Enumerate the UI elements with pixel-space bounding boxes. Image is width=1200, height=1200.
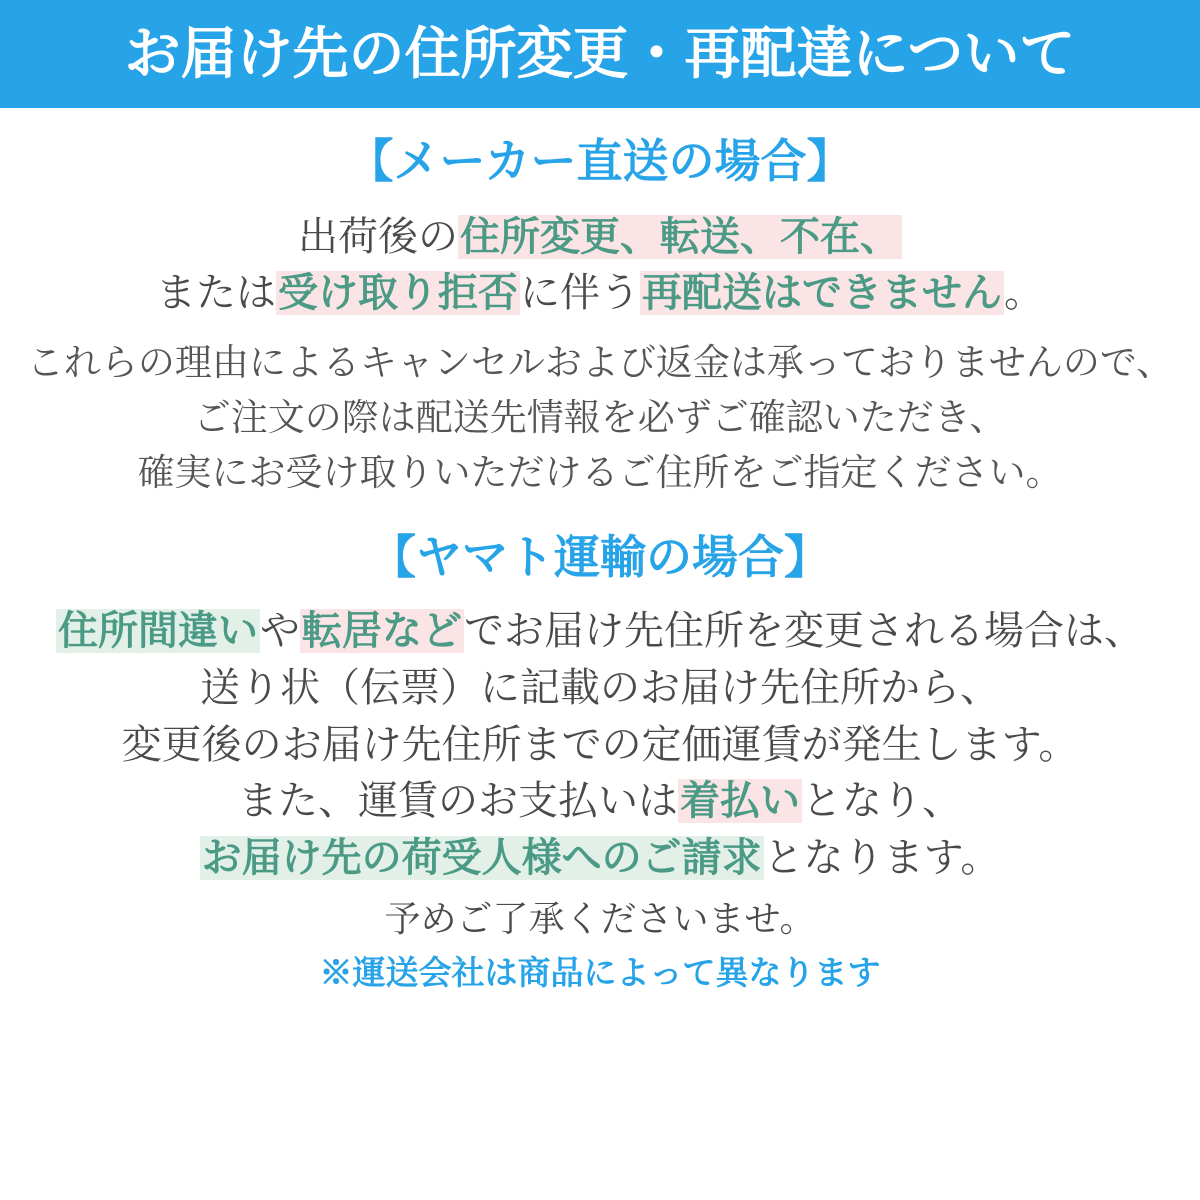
yamato-line-1-seg-4: でお届け先住所を変更される場合は、: [464, 609, 1144, 654]
yamato-line-1-seg-3: 転居など: [302, 609, 462, 654]
page-title: お届け先の住所変更・再配達について: [124, 22, 1076, 85]
yamato-line-4-seg-2: 着払い: [680, 779, 800, 824]
maker-note-1: これらの理由によるキャンセルおよび返金は承っておりませんので、: [26, 342, 1174, 384]
yamato-line-4-seg-1: また、運賃のお支払いは: [238, 779, 678, 824]
maker-line-1-seg-1: 出荷後の: [298, 214, 458, 259]
yamato-line-5-seg-2: となります。: [763, 836, 1001, 881]
maker-note-2: ご注文の際は配送先情報を必ずご確認いただき、: [193, 396, 1007, 438]
maker-note-3: 確実にお受け取りいただけるご住所をご指定ください。: [137, 451, 1063, 493]
yamato-line-5: [0, 830, 1200, 887]
yamato-line-1-seg-2: や: [260, 609, 300, 654]
maker-line-2-seg-1: または: [156, 271, 276, 316]
page-header: [0, 0, 1200, 108]
yamato-footnote: ※運送会社は商品によって異なります: [319, 954, 881, 992]
maker-line-2-seg-5: 。: [1004, 271, 1044, 316]
yamato-line-5-seg-1: お届け先の荷受人様へのご請求: [201, 836, 762, 881]
yamato-line-2-seg-1: 送り状（伝票）に記載のお届け先住所から、: [200, 665, 1000, 710]
yamato-line-3: [0, 717, 1200, 774]
maker-highlight-lines: [0, 209, 1200, 323]
maker-line-1-seg-2: 住所変更、転送、不在、: [460, 214, 900, 259]
maker-line-1: [0, 209, 1200, 266]
yamato-line-1: [0, 603, 1200, 660]
yamato-line-4-seg-3: となり、: [802, 779, 962, 824]
yamato-line-3-seg-1: 変更後のお届け先住所までの定価運賃が発生します。: [121, 722, 1079, 767]
section-heading-yamato: 【ヤマト運輸の場合】: [370, 531, 830, 584]
yamato-line-4: [0, 773, 1200, 830]
notice-content: [0, 136, 1200, 997]
maker-line-2-seg-2: 受け取り拒否: [278, 271, 518, 316]
maker-line-2: [0, 265, 1200, 322]
yamato-line-2: [0, 660, 1200, 717]
maker-line-2-seg-3: に伴う: [520, 271, 640, 316]
yamato-closing: 予めご了承くださいませ。: [384, 898, 816, 940]
yamato-line-1-seg-1: 住所間違い: [58, 609, 258, 654]
section-heading-maker: 【メーカー直送の場合】: [347, 135, 853, 187]
maker-line-2-seg-4: 再配送はできません: [642, 271, 1002, 316]
